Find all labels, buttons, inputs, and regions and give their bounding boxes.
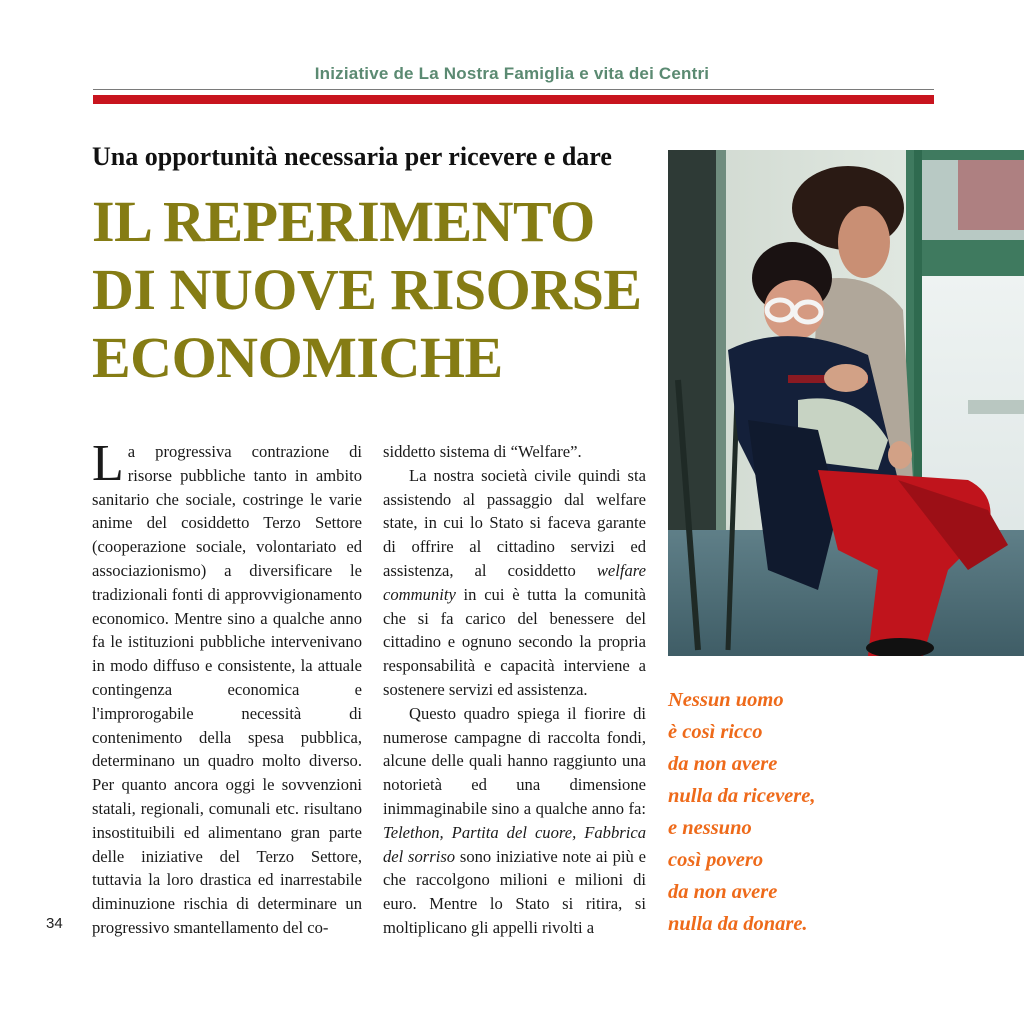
page-number: 34 [46, 915, 63, 932]
paragraph-text: La nostra società civile quindi sta assistendo al passaggio dal welfare state, in cui lo Stato si faceva garante di offrire al cittadino servizi ed assistenza, al cosiddetto [383, 465, 646, 580]
quote-line: da non avere [668, 753, 778, 775]
header-rule-thin [93, 89, 934, 90]
headline-line: ECONOMICHE [92, 325, 503, 390]
pull-quote [668, 684, 815, 940]
emphasis-text: Telethon, Partita del cuore, Fabbrica del sorriso [383, 822, 646, 866]
drop-cap: L [92, 435, 124, 492]
paragraph: siddetto sistema di “Welfare”. [383, 442, 582, 461]
quote-line: nulla da ricevere, [668, 785, 816, 807]
article-kicker: Una opportunità necessaria per ricevere e dare [92, 142, 612, 171]
quote-line: nulla da donare. [668, 913, 808, 935]
paragraph-text: a progressiva contrazione di risorse pubbliche tanto in ambito sanitario che sociale, costringe le varie anime del cosiddetto Terzo Settore (cooperazione sociale, volontariato ed associazionismo) a diversificare le tradizionali fonti di approvvigionamento economico. Mentre sino a qualche anno fa le istituzioni pubbliche intervenivano in modo diffuso e consistente, la attuale contingenza economica e l'improrogabile necessità di contenimento della spesa pubblica, determinano un quadro molto diverso. Per quanto ancora oggi le sovvenzioni statali, regionali, comunali etc. risultano insostituibili ed alimentano gran parte delle iniziative del Terzo Settore, tuttavia la loro drastica ed inarrestabile diminuzione rischia di determinare un progressivo smantellamento del co- [92, 442, 362, 937]
header-rule-thick [93, 95, 934, 104]
article-photo [668, 150, 1024, 656]
emphasis-text: welfare community [383, 560, 646, 604]
paragraph-text: sono iniziative note ai più e che raccolgono milioni e milioni di euro. Mentre lo Stato si ritira, si moltiplicano gli appelli rivolti a [383, 846, 646, 937]
headline-line: IL REPERIMENTO [92, 189, 595, 254]
paragraph [383, 464, 646, 702]
quote-line: è così ricco [668, 721, 763, 743]
text-column-1 [92, 435, 362, 940]
paragraph-text: in cui è tutta la comunità che si fa carico del benessere del cittadino e ognuno secondo la propria responsabilità e capacità interviene a sostenere servizi ed assistenza. [383, 584, 646, 699]
paragraph [92, 435, 362, 940]
quote-line: Nessun uomo [668, 689, 784, 711]
article-headline [92, 188, 652, 392]
quote-line: e nessuno [668, 817, 752, 839]
running-head: Iniziative de La Nostra Famiglia e vita dei Centri [314, 64, 710, 83]
paragraph [383, 702, 646, 940]
text-column-2 [383, 440, 646, 940]
headline-line: DI NUOVE RISORSE [92, 257, 642, 322]
paragraph-text: Questo quadro spiega il fiorire di numerose campagne di raccolta fondi, alcune delle quali hanno raggiunto una notorietà ed una dimensione inimmaginabile sino a qualche anno fa: [383, 703, 646, 818]
quote-line: da non avere [668, 881, 778, 903]
quote-line: così povero [668, 849, 764, 871]
